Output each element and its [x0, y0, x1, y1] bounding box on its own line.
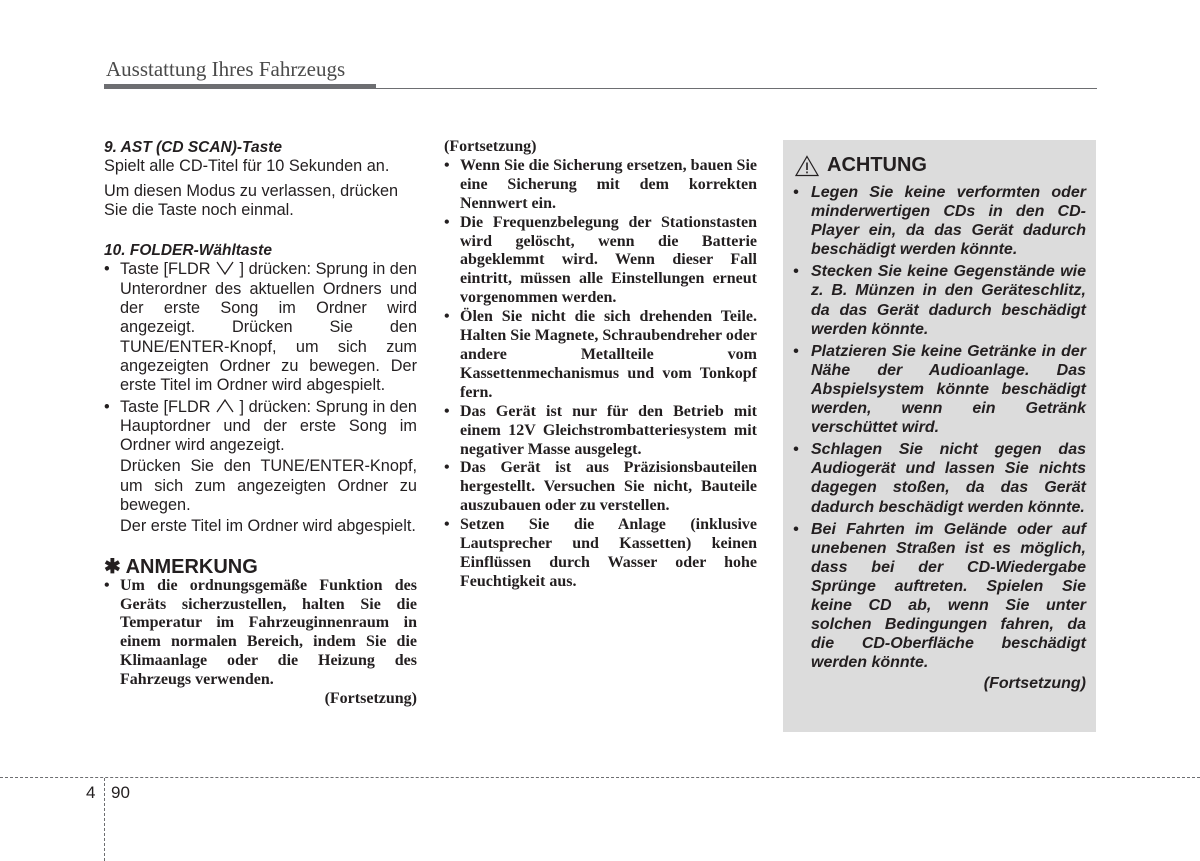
running-header-title: Ausstattung Ihres Fahrzeugs	[106, 57, 346, 81]
column-left	[104, 138, 417, 709]
continued-label: (Fortsetzung)	[444, 138, 537, 155]
list-item: • Taste [FLDR ] drücken: Sprung in den Unterordner des aktuellen Ordners und der erste Song im Ordner wird angezeigt. Drücken Sie den TUNE/ENTER-Knopf, um sich zum angezeigten Ordner zu bewegen. Der erste Titel im Ordner wird abgespielt.	[104, 260, 417, 395]
list-item: • Setzen Sie die Anlage (inklusive Lautsprecher und Kassetten) keinen Einflüssen durch Wasser oder hohe Feuchtigkeit aus.	[444, 516, 757, 590]
list-item: • Stecken Sie keine Gegenstände wie z. B. Münzen in den Geräteschlitz, da das Gerät dadurch beschädigt werden könnte.	[793, 263, 1086, 338]
list-item: • Das Gerät ist nur für den Betrieb mit einem 12V Gleichstrombatteriesystem mit negativer Masse ausgelegt.	[444, 402, 757, 458]
list-item: • Das Gerät ist aus Präzisionsbauteilen hergestellt. Versuchen Sie nicht, Bauteile auszubauen oder zu verstellen.	[444, 459, 757, 515]
caution-list	[793, 183, 1086, 672]
section-9-text-2: Um diesen Modus zu verlassen, drücken Sie die Taste noch einmal.	[104, 181, 399, 219]
note-heading: ✱ ANMERKUNG	[104, 555, 258, 578]
folder-sub-text-2: Der erste Titel im Ordner wird abgespielt.	[120, 517, 416, 536]
note-star-icon: ✱	[104, 555, 121, 578]
section-9-title: 9. AST (CD SCAN)-Taste	[104, 139, 282, 156]
caution-box	[783, 140, 1096, 732]
continued-label: (Fortsetzung)	[983, 675, 1086, 693]
list-item: • Bei Fahrten im Gelände oder auf unebenen Straßen ist es möglich, dass bei der CD-Wiedergabe Sprünge auftreten. Spielen Sie keine CD ab, wenn Sie unter solchen Bedingungen fahren, da die CD-Oberfläche beschädigt werden könnte.	[793, 520, 1086, 672]
footer-divider	[104, 778, 105, 861]
list-item: • Platzieren Sie keine Getränke in der Nähe der Audioanlage. Das Abspielsystem könnte beschädigt werden, wenn ein Getränk verschüttet wird.	[793, 342, 1086, 437]
column-middle	[444, 138, 757, 592]
page-number: 90	[111, 783, 130, 802]
list-item: • Um die ordnungsgemäße Funktion des Geräts sicherzustellen, halten Sie die Temperatur im Fahrzeuginnenraum in einem normalen Bereich, indem Sie die Klimaanlage oder die Heizung des Fahrzeugs verwenden.	[104, 576, 417, 689]
warning-triangle-icon	[795, 155, 819, 177]
note-list	[104, 577, 417, 690]
section-10-title: 10. FOLDER-Wähltaste	[104, 242, 272, 260]
list-item: • Ölen Sie nicht die sich drehenden Teile. Halten Sie Magnete, Schraubendreher oder andere Metallteile vom Kassettenmechanismus und vom Tonkopf fern.	[444, 308, 757, 401]
folder-sub-text-1: Drücken Sie den TUNE/ENTER-Knopf, um sich zum angezeigten Ordner zu bewegen.	[120, 457, 417, 515]
list-item: • Die Frequenzbelegung der Stationstasten wird gelöscht, wenn die Batterie abgeklemmt wird. Wenn dieser Fall eintritt, müssen alle Einstellungen erneut vorgenommen werden.	[444, 213, 757, 307]
bullet-dot: •	[104, 576, 110, 594]
caution-heading: ACHTUNG	[795, 154, 1096, 177]
chevron-up-icon	[215, 398, 235, 414]
list-item: • Taste [FLDR ] drücken: Sprung in den Hauptordner und der erste Song im Ordner wird angezeigt.	[104, 397, 417, 455]
header-rule-thin	[104, 88, 1097, 89]
folder-key-list	[104, 260, 417, 455]
handling-list	[444, 157, 757, 592]
continued-label: (Fortsetzung)	[324, 690, 417, 708]
list-item: • Schlagen Sie nicht gegen das Audiogerät und lassen Sie nichts dagegen stoßen, da das Gerät dadurch beschädigt werden könnte.	[793, 441, 1086, 516]
section-9-text-1: Spielt alle CD-Titel für 10 Sekunden an.	[104, 157, 390, 176]
bullet-dot: •	[104, 260, 110, 279]
chapter-number: 4	[86, 783, 96, 802]
chevron-down-icon	[215, 260, 235, 276]
bullet-dot: •	[104, 397, 110, 416]
footer-rule	[0, 777, 1200, 778]
list-item: • Legen Sie keine verformten oder minderwertigen CDs in den CD-Player ein, da das Gerät dadurch beschädigt werden könnte.	[793, 184, 1086, 259]
list-item: • Wenn Sie die Sicherung ersetzen, bauen Sie eine Sicherung mit dem korrekten Nennwert ein.	[444, 156, 757, 212]
